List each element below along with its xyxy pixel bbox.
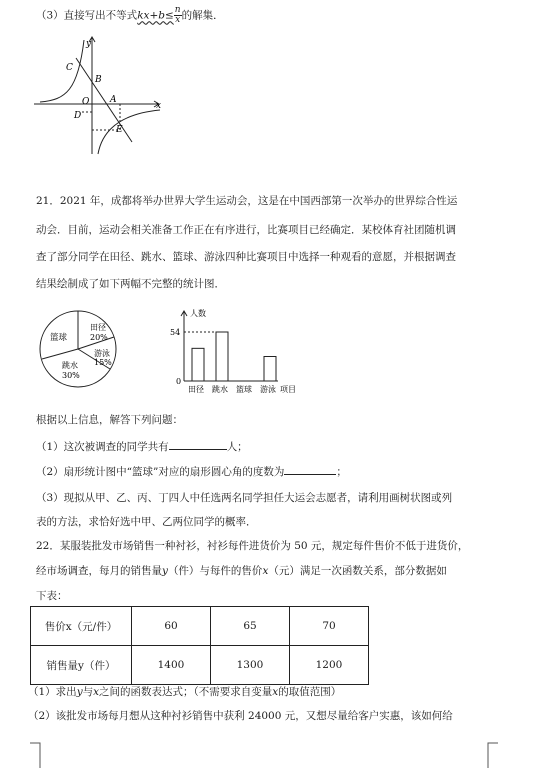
q21-sub1: [36, 438, 248, 454]
q22-var-x: x: [262, 565, 269, 577]
q21-sub2-tail: ；: [336, 466, 347, 478]
q21-line3: 查了部分同学在田径、跳水、篮球、游泳四种比赛项目中选择一种观看的意愿，并根据调查: [36, 251, 456, 263]
pie-label-track-pct: 20%: [90, 333, 108, 342]
bar-3: [264, 357, 276, 382]
point-B: B: [95, 75, 102, 85]
table-cell: 70: [290, 607, 369, 646]
q22-line1: 22．某服装批发市场销售一种衬衫，衬衫每件进货价为 50 元，规定每件售价不低于进货价，: [36, 540, 469, 552]
point-D: D: [74, 111, 82, 121]
hyperbola-lower-right: [98, 110, 160, 154]
page-corner-mark-left: [30, 742, 50, 768]
table-row-head-price: 售价x（元/件）: [31, 607, 132, 646]
bar-chart-ytick-54: 54: [170, 328, 181, 337]
y-axis-label: y: [86, 39, 92, 49]
pie-label-basketball: 篮球: [50, 333, 68, 343]
q22-line2-a: 经市场调查，每月的销售量: [36, 565, 162, 577]
q22-sub1-b: 与: [82, 686, 94, 698]
q21-line4: 结果绘制成了如下两幅不完整的统计图．: [36, 278, 225, 290]
bar-chart: [168, 306, 308, 400]
part3-lhs: kx+b≤: [137, 9, 174, 22]
q21-sub2-blank: [284, 463, 336, 475]
x-axis-label: x: [156, 101, 162, 111]
q21-sub2: [36, 463, 347, 479]
q22-sub1-d: 的取值范围）: [278, 686, 342, 698]
bar-chart-xlabel: 项目: [280, 385, 296, 394]
q21-sub3-line2: 表的方法，求恰好选中甲、乙两位同学的概率．: [36, 516, 257, 528]
pie-label-swim-pct: 15%: [94, 358, 112, 367]
pie-label-swim: 游泳: [94, 349, 110, 358]
pie-label-dive: 跳水: [62, 361, 78, 370]
pie-label-track: 田径: [90, 323, 106, 332]
q22-var-y: y: [162, 565, 168, 577]
bar-0: [192, 348, 204, 381]
q22-sub1: [28, 684, 341, 699]
q22-sub2: （2）该批发市场每月想从这种衬衫销售中获利 24000 元，又想尽量给客户实惠，该如何给: [28, 710, 453, 722]
q22-sub1-a: （1）求出: [28, 686, 77, 698]
hyperbola-upper-left: [40, 40, 84, 102]
part3-question: [36, 6, 224, 25]
bar-category-label: 游泳: [260, 385, 276, 394]
q22-line3: 下表：: [36, 590, 68, 602]
table-cell: 1300: [211, 646, 290, 685]
part3-suffix: 的解集．: [181, 9, 224, 22]
q21-sub2-text: （2）扇形统计图中“篮球”对应的扇形圆心角的度数为: [36, 466, 285, 478]
q21-info: 根据以上信息，解答下列问题：: [36, 414, 183, 426]
bar-chart-ytick-0: 0: [176, 377, 182, 386]
bar-category-label: 篮球: [236, 385, 252, 394]
part3-fraction: [174, 6, 182, 25]
table-row-head-sales: 销售量y（件）: [31, 646, 132, 685]
table-cell: 1200: [290, 646, 369, 685]
bar-chart-ylabel: 人数: [190, 309, 206, 318]
point-A: A: [110, 95, 117, 105]
table-cell: 60: [132, 607, 211, 646]
q21-sub3-line1: （3）现拟从甲、乙、丙、丁四人中任选两名同学担任大运会志愿者，请利用画树状图或列: [36, 492, 453, 504]
bar-1: [216, 332, 228, 381]
q22-sub1-x: x: [93, 686, 100, 698]
point-O: O: [82, 97, 90, 107]
part3-frac-den: x: [175, 15, 181, 25]
point-C: C: [66, 63, 73, 73]
q21-sub1-text: （1）这次被调查的同学共有: [36, 441, 169, 453]
bar-category-label: 跳水: [212, 385, 228, 394]
q22-sub1-y: y: [76, 686, 83, 698]
q22-line2-c: （元）满足一次函数关系，部分数据如: [268, 565, 447, 577]
pie-chart: [36, 306, 124, 392]
q22-line2-b: （件）与每件的售价: [167, 565, 263, 577]
q22-sub1-c: 之间的函数表达式；（不需要求自变量: [99, 686, 273, 698]
part3-frac-num: n: [174, 5, 181, 15]
q21-line2: 动会．目前，运动会相关准备工作正在有序进行，比赛项目已经确定．某校体育社团随机调: [36, 224, 456, 236]
table-cell: 1400: [132, 646, 211, 685]
pie-label-dive-pct: 30%: [62, 371, 80, 380]
price-sales-table: [30, 606, 369, 685]
page-corner-mark-right: [478, 742, 498, 768]
q21-line1: 21．2021 年，成都将举办世界大学生运动会，这是在中国西部第一次举办的世界综合性运: [36, 195, 458, 207]
table-row: [31, 607, 369, 646]
table-cell: 65: [211, 607, 290, 646]
q21-sub1-tail: 人；: [226, 441, 248, 453]
function-graph: [30, 32, 170, 158]
q22-sub1-x2: x: [272, 686, 279, 698]
q22-line2: [36, 563, 447, 578]
point-E: E: [116, 125, 123, 135]
table-row: [31, 646, 369, 685]
bar-category-label: 田径: [188, 385, 204, 394]
q21-sub1-blank: [169, 438, 227, 450]
part3-prefix: （3）直接写出不等式: [36, 9, 138, 22]
